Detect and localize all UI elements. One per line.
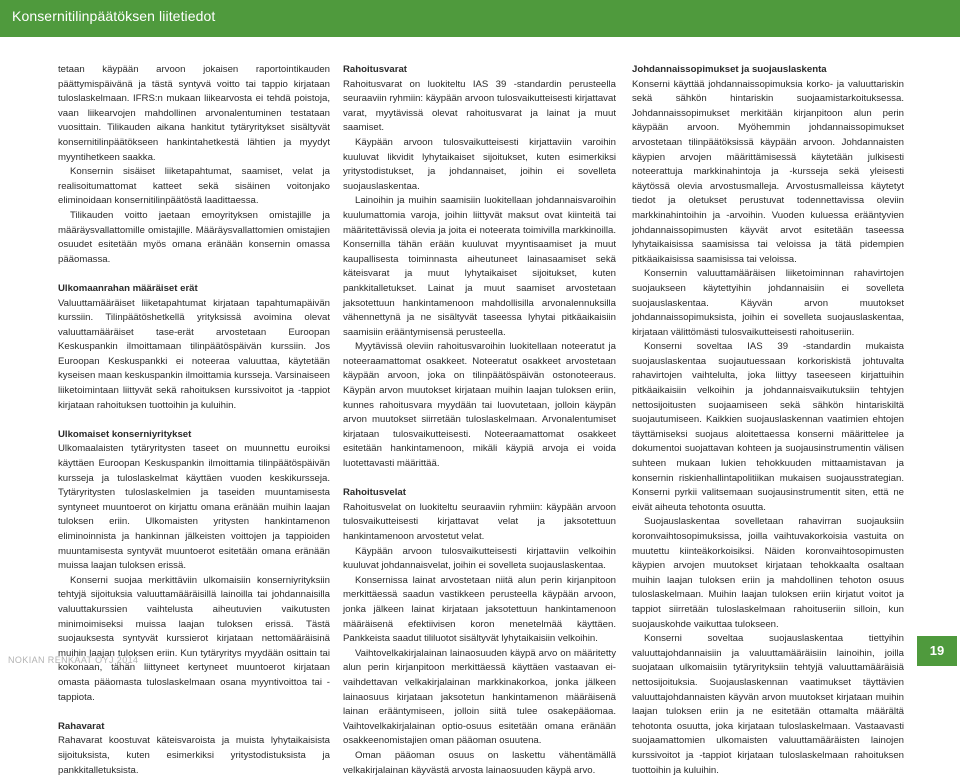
paragraph: Tilikauden voitto jaetaan emoyrityksen omistajille ja määräysvallattomille omistajille. Määräysvallattomien omistajien osuudet esitetään myös omana eränään konsernin omassa pääomassa.: [58, 209, 330, 265]
paragraph: Konsernin sisäiset liiketapahtumat, saamiset, velat ja realisoitumattomat katteet sekä sisäinen voitonjako eliminoidaan konsernitilinpäätöstä laadittaessa.: [58, 166, 330, 207]
paragraph: Rahoitusvelat on luokiteltu seuraaviin ryhmiin: käypään arvoon tulosvaikutteisesti kirjattavat velat ja jaksotettuun hankintamenoon arvostetut velat.: [343, 501, 616, 542]
section-heading-derivatives: Johdannaissopimukset ja suojauslaskenta: [632, 64, 827, 75]
section-heading-financial-assets: Rahoitusvarat: [343, 64, 407, 75]
paragraph: Suojauslaskentaa sovelletaan rahavirran suojauksiin koronvaihtosopimuksissa, joilla vaihtuvakorkoisia vastuita on muutettu kiinteäkorkoisiksi. Näiden koronvaihtosopimusten käypien arvojen muutokset kirjataan tehokkaalta osaltaan muihin laajan tuloksen eriin ja mahdollinen tehoton osuus tuloslaskelmaan. Muihin laajan tuloksen eriin kirjatut voitot ja tappiot siirretään tuloslaskelmaan rahoituseriin silloin, kun suojauskohde vaikuttaa tulokseen.: [632, 516, 904, 630]
paragraph: Konserni suojaa merkittäviin ulkomaisiin konserniyrityksiin tehtyjä sijoituksia valuuttamääräisillä lainoilla tai johdannaisilla valuuttakurssien vaihtelusta aiheutuvien vaikutusten minimoimiseksi muissa laajan tuloksen erissä. Tästä suojauksesta syntyvät kurssierot kirjataan nettomääräisinä muihin laajan tuloksen eriin. Kun tytäryritys myydään osittain tai kokonaan, tähän liittyneet kertyneet muuntoerot kirjataan omasta pääomasta tuloslaskelmaan osana myyntivoittoa tai -tappiota.: [58, 574, 330, 703]
page-header-title: Konsernitilinpäätöksen liitetiedot: [12, 8, 216, 24]
paragraph: Oman pääoman osuus on laskettu vähentämällä velkakirjalainan käyvästä arvosta lainaosuuden käypä arvo.: [343, 749, 616, 776]
paragraph: Käypään arvoon tulosvaikutteisesti kirjattaviin varoihin kuuluvat likvidit lyhytaikaiset sijoitukset, kuten esimerkiksi yritystodistukset, ja johdannaiset, joihin ei sovelleta suojauslaskentaa.: [343, 136, 616, 192]
paragraph: Valuuttamääräiset liiketapahtumat kirjataan tapahtumapäivän kurssiin. Tilinpäätöshetkellä yrityksissä avoimina olevat valuuttamääräiset tase-erät arvostetaan Euroopan Keskuspankin ilmoittamaan tilinpäätöspäivän kurssiin. Jos Euroopan Keskuspankki ei noteeraa valuuttaa, käytetään kyseisen maan keskuspankin ilmoittamia kursseja. Varsinaiseen liiketoimintaan liittyvät sekä rahoituksen kurssivoitot ja -tappiot kirjataan rahoituksen tuottoihin ja kuluihin.: [58, 297, 330, 411]
paragraph: Konserni käyttää johdannaissopimuksia korko- ja valuuttariskin sekä sähkön hintariskin suojaamistarkoituksessa. Johdannaissopimukset merkitään kirjanpitoon alun perin käypään arvoon. Myöhemmin johdannaissopimukset arvostetaan tilinpäätöksissä käypään arvoon. Johdannaisten käypien arvojen määrittämisessä käytetään julkisesti noteerattuja markkinahintoja ja -kursseja sekä yleisesti käytössä olevia arvostusmalleja. Arvostusmalleissa käytetyt tiedot ja oletukset perustuvat todennettavissa oleviin markkinahintoihin ja -arvoihin. Vuoden kuluessa erääntyvien johdannaissopimusten käyvät arvot esitetään taseessa lyhytaikaisissa saamisissa tai veloissa ja tätä pidempien pitkäaikaisissa saamisissa tai veloissa.: [632, 78, 904, 265]
paragraph: Myytävissä oleviin rahoitusvaroihin luokitellaan noteeratut ja noteeraamattomat osakkeet. Noteeratut osakkeet arvostetaan käypään arvoon, joka on tilinpäätöspäivän ostonoteeraus. Käypän arvon muutokset kirjataan muihin laajan tuloksen eriin, kunnes rahoitusvara myydään tai luovutetaan, jolloin käypän arvon muutokset siirretään tuloslaskelmaan. Arvonalentumiset kirjataan tulosvaikutteisesti. Noteeraamattomat osakkeet esitetään hankintamenoon, mikäli käypiä arvoja ei voida luotettavasti määrittää.: [343, 341, 616, 470]
section-heading-foreign-subsidiaries: Ulkomaiset konserniyritykset: [58, 428, 192, 440]
paragraph: Lainoihin ja muihin saamisiin luokitellaan johdannaisvaroihin kuulumattomia varoja, joihin liittyvät maksut ovat kiinteitä tai määritettävissä olevia ja joita ei noteerata toimivilla markkinoilla. Konsernilla tähän erään kuuluvat myyntisaamiset ja muut kaupallisesta toiminnasta aiheutuneet lainasaamiset sekä käteisvarat ja muut lyhytaikaiset sijoitukset, kuten pankkitalletukset. Lainat ja muut saamiset arvostetaan jaksotettuun hankintamenoon mahdollisilla arvonalennuksilla vähennettynä ja ne sisältyvät taseessa lyhytai pitkäaikaisiin saamisiin erääntymisensä perusteella.: [343, 195, 616, 338]
paragraph: Ulkomaalaisten tytäryritysten taseet on muunnettu euroiksi käyttäen Euroopan Keskuspankin ilmoittamia tilinpäätöspäivän kursseja ja tuloslaskelmat käyttäen vuoden keskikursseja. Tytäryritysten tuloslaskelmien ja taseiden muuntamisesta syntyneet muuntoerot on kirjattu omana eränään muihin laajan tuloksen eriin. Ulkomaisten yritysten hankintamenon eliminoinnista ja hankinnan jälkeisten voittojen ja tappioiden muuntamisesta syntyvät muuntoerot esitetään omana eränään muissa laajan tuloksen erissä.: [58, 443, 330, 572]
paragraph: Vaihtovelkakirjalainan lainaosuuden käypä arvo on määritetty alun perin kirjanpitoon merkittäessä käyttäen vastaavan ei-vaihdettavan velkakirjalainan markkinakorkoa, jonka jälkeen lainaosuus kirjataan jaksotetun hankintamenon määräisenä lainan erääntymiseen, jolloin siitä tulee osakepääomaa. Vaihtovelkakirjalainan optio-osuus esitetään omana eränään osakkeenomistajien oman pääoman osuutena.: [343, 647, 616, 747]
paragraph: Käypään arvoon tulosvaikutteisesti kirjattaviin velkoihin kuuluvat johdannaisvelat, joihin ei sovelleta suojauslaskentaa.: [343, 545, 616, 572]
paragraph: Konsernin valuuttamääräisen liiketoiminnan rahavirtojen suojaukseen käytettyihin johdannaisiin ei sovelleta suojauslaskentaa. Käyvän arvon muutokset johdannaissopimuksista, joihin ei sovelleta suojauslaskentaa, kirjataan välittömästi tulosvaikutteisesti rahoituseriin.: [632, 268, 904, 338]
footer-company-name: NOKIAN RENKAAT OYJ 2014: [8, 655, 139, 665]
paragraph: tetaan käypään arvoon jokaisen raportointikauden päättymispäivänä ja tästä syntyvä voitto tai tappio kirjataan tuloslaskelmaan. IFRS:n mukaan liikearvosta ei tehdä poistoja, vaan liikearvojen mahdollinen arvonalentuminen testataan vuosittain. Tilikauden aikana hankitut tytäryritykset sisältyvät konsernitilinpäätökseen hankintahetkestä lähtien ja myydyt myyntihetkeen saakka.: [58, 64, 330, 163]
section-heading-cash: Rahavarat: [58, 720, 105, 732]
section-heading-foreign-currency-items: Ulkomaanrahan määräiset erät: [58, 282, 198, 294]
header-bar: [0, 0, 960, 37]
paragraph: Rahavarat koostuvat käteisvaroista ja muista lyhytaikaisista sijoituksista, kuten esimerkiksi yritystodistuksista ja pankkitalletuksista.: [58, 735, 330, 776]
paragraph: Konsernissa lainat arvostetaan niitä alun perin kirjanpitoon merkittäessä saadun vastikkeen perusteella käypään arvoon, jonka jälkeen lainat kirjataan jaksotettuun hankintamenoon määräisenä efektiivisen koron menetelmää käyttäen. Pankkeista saadut tililuotot sisältyvät lyhytaikaisiin velkoihin.: [343, 574, 616, 645]
paragraph: Konserni soveltaa suojauslaskentaa tiettyihin valuuttajohdannaisiin ja valuuttamääräisiin lainoihin, joilla suojataan ulkomaisiin tytäryrityksiin tehtyjä valuuttamääräisiä nettosijoituksia. Suojauslaskennan vaatimukset täyttävien valuuttajohdannaisten käyvän arvon muutokset kirjataan muihin laajan tuloksen eriin ja ne esitetään ottamalta määrältä tehotonta osuutta, joka kirjataan tuloslaskelmaan. Vastaavasti suojaamattomien ulkomaisten valuuttamääräisten lainojen kurssivoitot ja -tappiot kirjataan tuloslaskelmaan rahoituksen tuottoihin ja kuluihin.: [632, 633, 904, 776]
paragraph: Rahoitusvarat on luokiteltu IAS 39 -standardin perusteella seuraaviin ryhmiin: käypään arvoon tulosvaikutteisesti kirjattavat varat, myytävissä olevat rahoitusvarat ja lainat ja muut saamiset.: [343, 78, 616, 134]
page-number-badge: 19: [917, 636, 957, 666]
paragraph: Konserni soveltaa IAS 39 -standardin mukaista suojauslaskentaa suojautuessaan korkoriskistä johtuvalta rahavirtojen vaihtelulta, joka liittyy taseeseen kirjattuihin pitkäaikaisiin velkoihin ja johdannaisvaikutuksiin tehtyjen nettosijoitusten suojaamiseen sekä sähkön hintariskiltä suojautumiseen. Kaikkien suojauslaskennan vaatimien ehtojen täyttämiseksi suojaus aloitettaessa konserni määrittelee ja dokumentoi suojattavan kohteen ja suojausinstrumentin välisen suhteen mukaan lukien tehokkuuden mittaamistavan ja konsernin riskienhallintapolitiikan mukaisen suojausstrategian. Konserni pyrkii valitsemaan suojausinstrumentit siten, että ne eivät aiheuta tehotonta osuutta.: [632, 341, 904, 513]
section-heading-financial-liabilities: Rahoitusvelat: [343, 487, 406, 499]
